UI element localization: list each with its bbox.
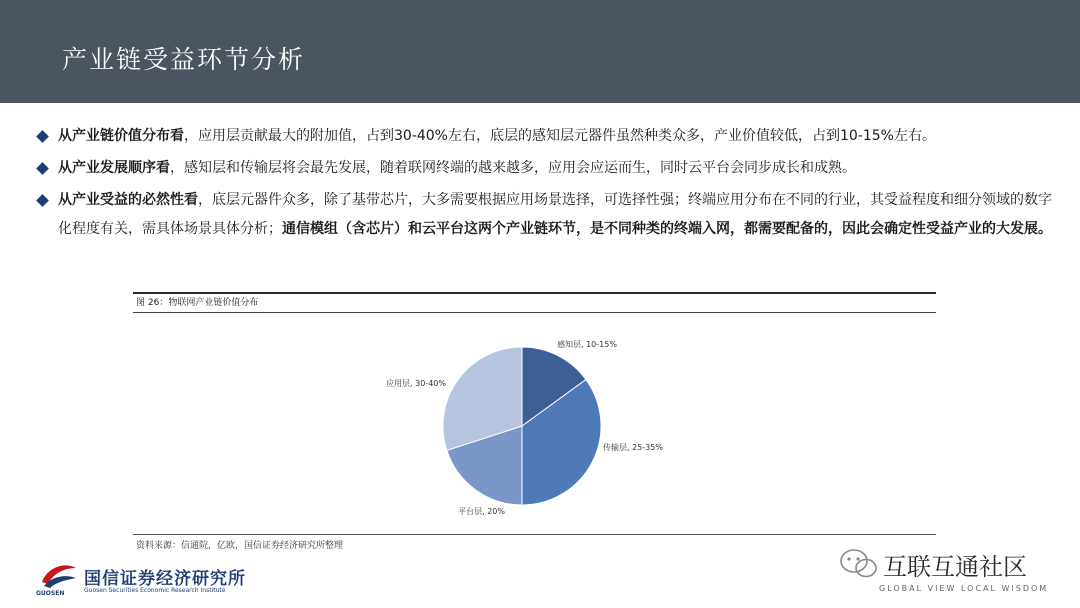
figure-header <box>133 292 936 313</box>
header-bar <box>0 0 1080 103</box>
bullet-text: ，感知层和传输层将会最先发展，随着联网终端的越来越多，应用会应运而生，同时云平台会同步成长和成熟。 <box>170 160 856 176</box>
wechat-icon <box>839 547 879 581</box>
logo-abbr: GUOSEN <box>36 590 65 597</box>
guosen-emblem-icon <box>36 560 80 590</box>
diamond-bullet-icon <box>36 130 49 143</box>
pie-chart-svg <box>133 316 936 534</box>
pie-slice-label: 感知层, 10-15% <box>557 340 617 349</box>
watermark-text: 互联互通社区 <box>883 553 1027 581</box>
logo-name-cn: 国信证券经济研究所 <box>84 569 246 589</box>
figure-caption: 图 26：物联网产业链价值分布 <box>136 298 259 308</box>
source-rule <box>133 534 936 535</box>
figure-caption-rule <box>133 312 936 313</box>
diamond-bullet-icon <box>36 194 49 207</box>
bullet-lead: 从产业发展顺序看 <box>58 160 170 176</box>
figure-source: 资料来源：信通院，亿欧，国信证券经济研究所整理 <box>136 541 344 551</box>
bullet-text: ，底层元器件众多，除了基带芯片，大多需要根据应用场景选择，可选择性强；终端应用分布在不同的行业，其受益程度和细分领域的数字化程度有关，需具体场景具体分析； <box>58 192 1052 237</box>
bullet-lead: 从产业链价值分布看 <box>58 128 184 144</box>
bullet-lead: 从产业受益的必然性看 <box>58 192 198 208</box>
pie-slice-label: 应用层, 30-40% <box>386 379 446 388</box>
page-title: 产业链受益环节分析 <box>62 45 306 74</box>
bullet-item-value <box>36 122 1056 151</box>
bullet-text: ，应用层贡献最大的附加值，占到30-40%左右，底层的感知层元器件虽然种类众多，产业价值较低，占到10-15%左右。 <box>184 128 936 144</box>
pie-chart <box>133 316 936 534</box>
bullet-item-order <box>36 154 1056 183</box>
bullet-item-necessity <box>36 186 1056 244</box>
bullet-list <box>36 122 1056 247</box>
diamond-bullet-icon <box>36 162 49 175</box>
watermark <box>835 541 1065 601</box>
pie-slice-label: 平台层, 20% <box>458 507 505 516</box>
guosen-logo <box>36 560 296 604</box>
watermark-subtitle: GLOBAL VIEW LOCAL WISDOM <box>879 584 1049 593</box>
pie-slice-label: 传输层, 25-35% <box>603 443 663 452</box>
logo-name-en: Guosen Securities Economic Research Institute <box>84 587 226 594</box>
bullet-emphasis: 通信模组（含芯片）和云平台这两个产业链环节，是不同种类的终端入网，都需要配备的，因此会确定性受益产业的大发展。 <box>282 221 1052 237</box>
